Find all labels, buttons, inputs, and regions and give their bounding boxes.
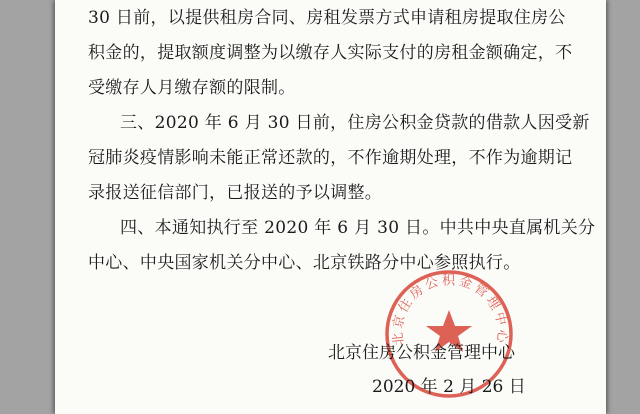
signature-date: 2020 年 2 月 26 日 (372, 377, 526, 397)
paragraph-line: 冠肺炎疫情影响未能正常还款的，不作逾期处理，不作为逾期记 (88, 148, 573, 168)
paragraph-line: 中心、中央国家机关分中心、北京铁路分中心参照执行。 (88, 253, 521, 273)
paragraph-line: 四、本通知执行至 2020 年 6 月 30 日。中共中央直属机关分 (120, 218, 596, 238)
seal-text: 北京住房公积金管理中心 (390, 273, 510, 347)
signature-organization: 北京住房公积金管理中心 (328, 343, 515, 363)
paragraph-line: 三、2020 年 6 月 30 日前，住房公积金贷款的借款人因受新 (120, 113, 590, 133)
paragraph-line: 积金的，提取额度调整为以缴存人实际支付的房租金额确定，不 (88, 43, 573, 63)
paragraph-line: 受缴存人月缴存额的限制。 (88, 78, 296, 98)
paragraph-line: 30 日前，以提供租房合同、房租发票方式申请租房提取住房公 (88, 8, 566, 28)
paragraph-line: 录报送征信部门，已报送的予以调整。 (88, 183, 383, 203)
